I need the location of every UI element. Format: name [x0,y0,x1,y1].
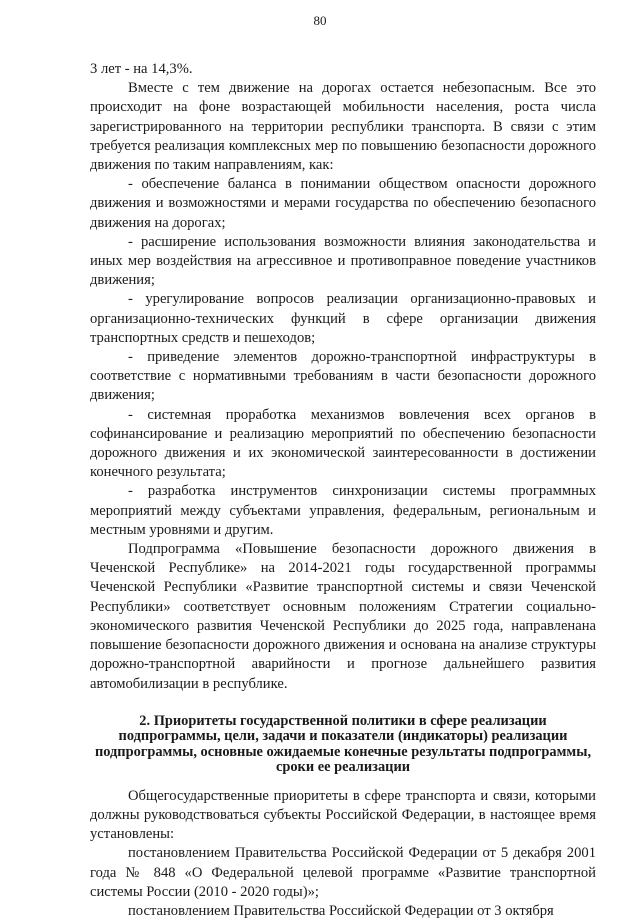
section-text-block [90,787,596,921]
intro-text-block [90,60,596,694]
list-item: - урегулирование вопросов реализации организационно-правовых и организационно-технических функций в сфере организации движения транспортных средств и пешеходов; [90,291,596,346]
list-item: - расширение использования возможности влияния законодательства и иных мер воздействия на агрессивное и противоправное поведение участников движения; [90,233,596,289]
section-heading: 2. Приоритеты государственной политики в сфере реализации подпрограммы, цели, задачи и показатели (индикаторы) реализации подпрограммы, основные ожидаемые конечные результаты подпрограммы, сроки ее реализации [94,712,592,776]
page-number: 80 [313,13,327,28]
body-paragraph: Общегосударственные приоритеты в сфере транспорта и связи, которыми должны руководствоваться субъекты Российской Федерации, в настоящее время установлены: [90,787,596,843]
body-paragraph: постановлением Правительства Российской Федерации от 5 декабря 2001 года № 848 «О Федеральной целевой программе «Развитие транспортной системы России (2010 - 2020 годы)»; [90,845,596,900]
page-body [90,60,596,921]
body-paragraph: Подпрограмма «Повышение безопасности дорожного движения в Чеченской Республике» на 2014-2021 годы государственной программы Чеченской Республики «Развитие транспортной системы и связи Чеченской Республики» соответствует основным положениям Стратегии социально-экономического развития Чеченской Республики до 2025 года, направленана повышение безопасности дорожного движения и основана на анализе структуры дорожно-транспортной аварийности и прогнозе дальнейшего развития автомобилизации в республике. [90,541,596,692]
list-item: - обеспечение баланса в понимании обществом опасности дорожного движения и возможностями и мерами государства по обеспечению безопасного движения на дорогах; [90,176,596,231]
list-item: - системная проработка механизмов вовлечения всех органов в софинансирование и реализацию мероприятий по обеспечению безопасности дорожного движения и их экономической заинтересованности в достижении конечного результата; [90,406,596,481]
list-item: - приведение элементов дорожно-транспортной инфраструктуры в соответствие с нормативными требованиям в части безопасности дорожного движения; [90,349,596,404]
body-paragraph: Вместе с тем движение на дорогах остается небезопасным. Все это происходит на фоне возрастающей мобильности населения, роста числа зарегистрированного на территории республики транспорта. В связи с этим требуется реализация комплексных мер по повышению безопасности дорожного движения по таким направлениям, как: [90,80,596,174]
body-paragraph: постановлением Правительства Российской Федерации от 3 октября [128,902,554,919]
body-paragraph: 3 лет - на 14,3%. [90,61,193,77]
list-item: - разработка инструментов синхронизации системы программных мероприятий между субъектами управления, федеральным, региональным и местным уровнями и другим. [90,483,596,538]
